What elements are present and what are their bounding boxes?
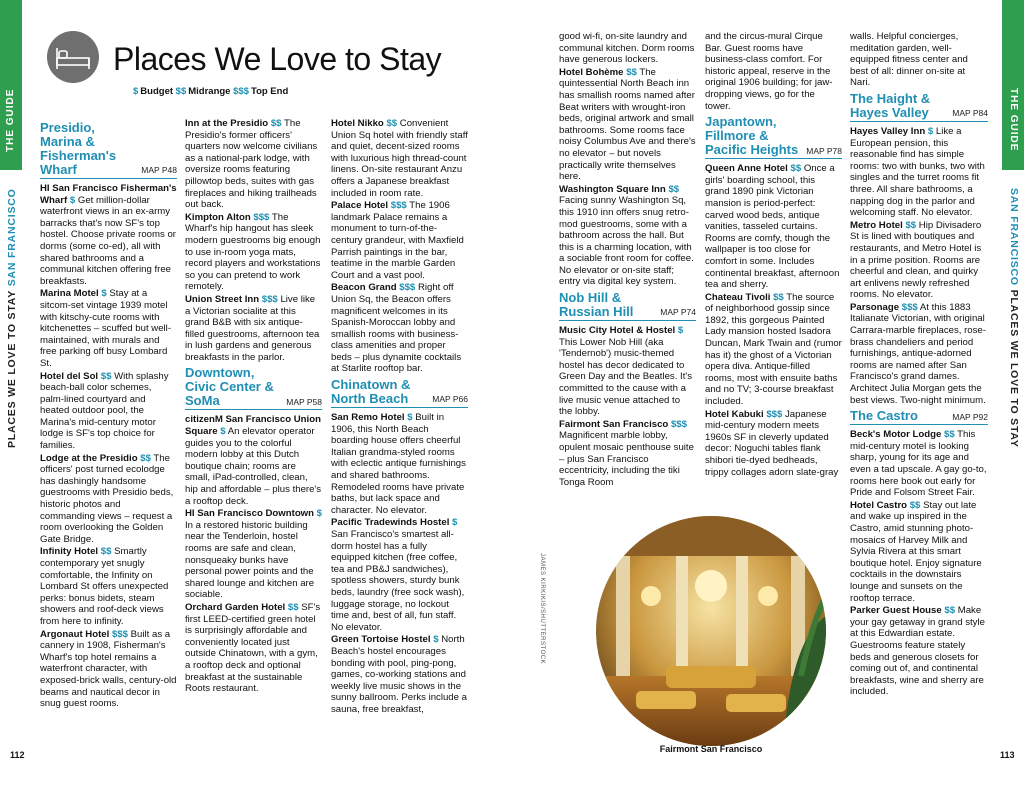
price-tier: $$	[773, 291, 784, 303]
continued-text: walls. Helpful concierges, meditation garden, well-equipped fitness center and best of all: dinner on-site at Nari.	[850, 31, 968, 89]
hotel-name: Pacific Tradewinds Hostel	[331, 517, 450, 529]
legend-symbol: $	[133, 86, 139, 97]
listing-entry	[185, 212, 322, 293]
listing-entry	[40, 288, 177, 369]
price-tier: $	[101, 288, 107, 300]
listing-description: SF's first LEED-certified green hotel is surprisingly affordable and conveniently located just outside Chinatown, with a gym, a rooftop deck and optional breakfast at the sustainable Roots restaurant.	[185, 601, 321, 695]
price-tier: $$$	[111, 628, 128, 640]
listing-entry	[331, 634, 468, 715]
hotel-name: Hotel Nikko	[331, 118, 384, 129]
listing-description: At this 1883 Italianate Victorian, with original Carrara-marble fireplaces, rose-brass chandeliers and period furnishings, antique-adorned rooms are named after San Francisco's grand dames. Architect Julia Morgan gets the best views. Two-night minimum.	[850, 301, 986, 406]
listing-entry	[331, 282, 468, 375]
hotel-name: HI San Francisco Downtown	[185, 508, 314, 520]
price-tier: $$	[943, 429, 955, 441]
listing-description: Once a girls' boarding school, this grand 1890 pink Victorian mansion is period-perfect: carved wood beds, antique vanities, tasseled curtains. Rooms are comfy, though the wallpaper is too close for comfort in some. Includes continental breakfast, afternoon tea and sherry.	[705, 163, 840, 291]
listing-entry	[40, 629, 177, 710]
column-2	[185, 118, 322, 696]
page-number-left: 112	[10, 750, 25, 760]
listing-entry	[331, 517, 468, 633]
section-title: Presidio, Marina & Fisherman's Wharf	[40, 120, 117, 177]
price-tier: $$$	[670, 418, 687, 430]
price-tier: $$$	[901, 301, 918, 313]
hotel-name: Music City Hotel & Hostel	[559, 325, 676, 337]
listing-description: San Francisco's smartest all-dorm hostel has a fully equipped kitchen (free coffee, tea and PB&J sandwiches), spotless showers, sturdy bunk beds, laundry (free sock wash), luggage storage, no lockout time and, best of all, fun staff. No elevator.	[331, 529, 465, 633]
listing-description: Facing sunny Washington Sq, this 1910 inn offers snug retro-mod guestrooms, some with a bathroom across the hall. But this is a charming location, with a sociable front room for coffee. No elevator or on-site staff; entry via digital key system.	[559, 195, 694, 288]
price-tier: $$	[287, 601, 299, 613]
column-5	[705, 31, 842, 479]
price-tier: $$	[270, 118, 282, 129]
left-running-head-accent: SAN FRANCISCO	[6, 188, 18, 286]
listing-entry	[185, 414, 322, 507]
hotel-name: Washington Square Inn	[559, 183, 666, 195]
listing-description: Like a European pension, this reasonable find has simple rooms: two with bunks, two with singles and the turret rooms fit three. All share bathrooms, a napping dog in the parlor and welcoming staff. No elevator.	[850, 125, 985, 219]
hotel-name: Hotel Kabuki	[705, 408, 764, 420]
listing-entry	[559, 419, 696, 489]
listing-description: Smartly contemporary yet snugly comfortable, the Infinity on Lombard St offers unexpected perks: bonus bidets, steam showers and roof-deck views from here to infinity.	[40, 546, 169, 627]
listing-description: The officers' post turned ecolodge has dashingly handsome guestrooms with Presidio beds, historic photos and commanding views – request a room overlooking the Golden Gate Bridge.	[40, 452, 174, 545]
hotel-name: Parsonage	[850, 301, 900, 313]
legend-label: Top End	[250, 86, 289, 97]
price-tier: $	[927, 125, 934, 137]
listing-description: An elevator operator guides you to the colorful modern lobby at this Dutch boutique chain; rooms are small, iPad-controlled, clean, hip and affordable – plus there's a rooftop deck.	[185, 426, 322, 507]
fairmont-lobby-photo	[596, 516, 826, 746]
price-tier: $$	[100, 546, 112, 558]
map-reference: MAP P66	[432, 394, 468, 405]
map-reference: MAP P58	[286, 396, 322, 407]
hotel-name: Parker Guest House	[850, 605, 942, 617]
price-tier: $$	[668, 183, 680, 195]
section-title: The Haight & Hayes Valley	[850, 90, 931, 120]
listing-description: This Lower Nob Hill (aka 'Tendernob') music-themed hostel has decor dedicated to Green Day and the Beatles. It's committed to the cause with a live music venue attached to the lobby.	[559, 336, 693, 418]
section-title: The Castro	[850, 408, 918, 424]
section-heading	[850, 409, 988, 425]
price-tier: $$	[626, 66, 637, 78]
listing-entry	[331, 118, 468, 199]
bed-icon	[47, 31, 99, 83]
price-tier: $$	[905, 219, 917, 231]
map-reference: MAP P84	[952, 108, 988, 119]
left-running-head	[6, 188, 18, 608]
price-tier: $	[69, 194, 76, 206]
right-running-head	[1008, 188, 1020, 608]
hotel-name: Lodge at the Presidio	[40, 452, 138, 464]
listing-entry	[40, 546, 177, 627]
hotel-name: Fairmont San Francisco	[559, 418, 669, 430]
price-tier: $$$	[261, 293, 278, 305]
listing-description: Live like a Victorian socialite at this grand B&B with six antique-filled guestrooms, afternoon tea in lush gardens and generous breakfasts in the parlor.	[185, 293, 320, 363]
hotel-name: Chateau Tivoli	[705, 291, 771, 303]
listing-description: Stay at a sitcom-set vintage 1939 motel with kitschy-cute rooms with kitchenettes – scuffed but well-maintained, with murals and free parking off busy Lombard St.	[40, 288, 172, 369]
listing-entry	[850, 500, 988, 604]
listing-entry	[850, 220, 988, 301]
column-4	[559, 31, 696, 489]
listing-entry	[850, 302, 988, 406]
section-title: Japantown, Fillmore & Pacific Heights	[705, 114, 799, 158]
legend-label: Midrange	[188, 86, 231, 97]
right-guide-label: THE GUIDE	[1008, 88, 1019, 152]
continued-text: and the circus-mural Cirque Bar. Guest rooms have business-class comfort. For historic appeal, reserve in the original 1906 building; for jaw-dropping views, go for the tower.	[705, 31, 833, 112]
price-tier: $	[407, 412, 413, 424]
hotel-name: Kimpton Alton	[185, 211, 251, 223]
listing-description: The source of neighborhood gossip since 1892, this gorgeous Painted Lady mansion hosted Isadora Duncan, Mark Twain and (rumor has it) the ghost of a Victorian opera diva. Antique-filled rooms, most with ensuite baths and no TV; 3-course breakfast included.	[705, 291, 842, 408]
listing-entry	[850, 605, 988, 698]
hotel-name: Green Tortoise Hostel	[331, 634, 431, 646]
price-tier: $$	[909, 499, 921, 511]
price-tier: $	[316, 508, 323, 520]
listing-entry	[185, 602, 322, 695]
legend-label: Budget	[140, 86, 174, 97]
listing-description: The 1906 landmark Palace remains a monument to turn-of-the-century grandeur, with Maxfield Parrish paintings in the bar, teatime in the marble Garden Court and a vast pool.	[331, 200, 464, 281]
column-3	[331, 118, 468, 717]
listing-entry	[705, 409, 842, 479]
section-heading	[850, 92, 988, 122]
listing-description: Stay out late and wake up inspired in the Castro, amid stunning photo-mosaics of Harvey Milk and Sylvia Rivera at this smart boutique hotel. Enjoy signature cocktails in the downstairs lounge and sunsets on the rooftop terrace.	[850, 499, 982, 604]
hotel-name: Palace Hotel	[331, 200, 389, 212]
hotel-name: Beacon Grand	[331, 282, 397, 294]
listing-entry	[850, 126, 988, 219]
hotel-name: Metro Hotel	[850, 219, 903, 231]
page-number-right: 113	[1000, 750, 1015, 760]
hotel-name: Queen Anne Hotel	[705, 163, 788, 175]
listing-description: Japanese mid-century modern meets 1960s SF in cleverly updated decor: Noguchi tables flank shibori tie-dyed bedheads, trippy collages adorn slate-gray	[705, 408, 839, 478]
section-heading	[559, 291, 696, 321]
listing-description: This mid-century motel is looking sharp, young for its age and even a tad upscale. A gay go-to, rooms here book out early for Pride and Folsom Street Fair.	[850, 429, 987, 499]
right-running-head-accent: SAN FRANCISCO	[1008, 188, 1020, 286]
price-tier: $	[433, 634, 439, 646]
listing-entry	[559, 325, 696, 418]
map-reference: MAP P74	[660, 307, 696, 318]
listing-description: Hip Divisadero St is lined with boutiques and restaurants, and Metro Hotel is in a prime position. Rooms are cheerful and clean, and quirky art enlivens newly refreshed rooms. No elevator.	[850, 219, 982, 301]
listing-entry	[331, 412, 468, 516]
listing-description: Right off Union Sq, the Beacon offers magnificent welcomes in its Spanish-Moroccan lobby and smallish rooms with business-class amenities and proper beds – plus dynamite cocktails at Starlite rooftop bar.	[331, 282, 462, 375]
price-tier: $$	[790, 163, 802, 175]
price-tier: $$$	[399, 282, 416, 294]
price-tier: $$$	[253, 211, 270, 223]
hotel-name: Argonaut Hotel	[40, 628, 110, 640]
price-tier: $	[677, 325, 684, 337]
listing-description: With splashy beach-ball color schemes, palm-lined courtyard and heated outdoor pool, the Marina's mid-century motor lodge is SF's top choice for families.	[40, 370, 169, 452]
price-tier: $$	[386, 118, 398, 129]
listing-description: Convenient Union Sq hotel with friendly staff and quiet, decent-sized rooms with luxurious high thread-count linens. On-site restaurant Anzu offers a Japanese breakfast included in room rate.	[331, 118, 468, 199]
listing-entry	[40, 453, 177, 546]
price-tier: $	[452, 517, 458, 529]
continued-text: good wi-fi, on-site laundry and communal kitchen. Dorm rooms have generous lockers.	[559, 31, 695, 66]
price-tier: $$	[944, 605, 956, 617]
hotel-name: Hotel Castro	[850, 499, 908, 511]
hotel-name: Marina Motel	[40, 288, 99, 300]
hotel-name: citizenM San Francisco Union Square	[185, 414, 321, 438]
hotel-name: Hayes Valley Inn	[850, 125, 926, 137]
map-reference: MAP P78	[806, 145, 842, 156]
listing-description: Built in 1906, this North Beach boarding house offers cheerful Italian grandma-styled rooms with eclectic antique furnishings and shared bathrooms. Remodeled rooms have private baths, but lack space and character. No elevator.	[331, 412, 466, 516]
hotel-name: Union Street Inn	[185, 293, 260, 305]
price-tier: $$	[100, 370, 112, 382]
section-title: Chinatown & North Beach	[331, 377, 411, 407]
left-guide-label: THE GUIDE	[5, 88, 16, 152]
listing-entry	[40, 183, 177, 287]
map-reference: MAP P48	[141, 165, 177, 176]
photo-caption: Fairmont San Francisco	[659, 744, 763, 754]
listing-description: Built as a cannery in 1908, Fisherman's Wharf's top hotel remains a waterfront character, with exposed-brick walls, century-old beams and nautical decor in snug guest rooms.	[40, 628, 177, 710]
hotel-name: Infinity Hotel	[40, 546, 99, 558]
map-reference: MAP P92	[952, 411, 988, 422]
listing-entry	[40, 371, 177, 452]
legend-symbol: $$	[175, 86, 187, 97]
listing-entry	[705, 292, 842, 408]
column-6	[850, 31, 988, 699]
listing-description: North Beach's hostel encourages bonding with pool, ping-pong, games, co-working stations and weekly live music shows in the sunny ballroom. Perks include a sauna, free breakfast,	[331, 634, 467, 715]
hotel-name: Orchard Garden Hotel	[185, 601, 286, 613]
section-title: Downtown, Civic Center & SoMa	[185, 365, 274, 409]
section-heading	[40, 121, 177, 179]
price-tier: $$$	[390, 200, 407, 212]
listing-description: Get million-dollar waterfront views in an ex-army barracks that's now SF's top hostel. Choose private rooms or dorms (some co-ed), all with shared bathrooms and a communal kitchen offering free breakfasts.	[40, 194, 176, 287]
hotel-name: Hotel Bohème	[559, 66, 624, 78]
section-heading	[331, 378, 468, 408]
listing-entry	[559, 67, 696, 183]
right-running-head-plain: PLACES WE LOVE TO STAY	[1008, 289, 1020, 448]
legend-symbol: $$$	[233, 86, 249, 97]
hotel-name: Beck's Motor Lodge	[850, 429, 942, 441]
listing-entry	[559, 184, 696, 288]
listing-description: The Presidio's former officers' quarters now welcome civilians as a national-park lodge, with oversize rooms featuring pillowtop beds, suites with gas fireplaces and hiking trailheads out back.	[185, 118, 318, 211]
hotel-name: HI San Francisco Fisherman's Wharf	[40, 183, 177, 206]
listing-entry	[331, 200, 468, 281]
listing-entry	[850, 429, 988, 499]
photo-credit: JAMES KIRKIKIS/SHUTTERSTOCK	[539, 553, 545, 665]
hotel-name: San Remo Hotel	[331, 412, 405, 424]
listing-description: The quintessential North Beach inn has smallish rooms named after Beat writers with wrought-iron beds, original artwork and small bathrooms. Some rooms face noisy Columbus Ave and there's no elevator – but novels practically write themselves here.	[559, 66, 696, 183]
listing-entry	[705, 163, 842, 291]
page-title: Places We Love to Stay	[113, 41, 442, 77]
price-tier: $	[220, 426, 226, 438]
listing-entry	[185, 118, 322, 211]
listing-entry	[185, 508, 322, 601]
listing-description: In a restored historic building near the Tenderloin, hostel rooms are safe and clean, nonsqueaky bunks have personal power points and the shared lounge and kitchen are sociable.	[185, 519, 315, 601]
hotel-name: Hotel del Sol	[40, 370, 99, 382]
section-heading	[705, 115, 842, 159]
price-tier: $$	[140, 452, 151, 464]
column-1	[40, 118, 177, 711]
section-heading	[185, 366, 322, 410]
left-running-head-plain: PLACES WE LOVE TO STAY	[6, 289, 18, 448]
section-title: Nob Hill & Russian Hill	[559, 290, 634, 320]
listing-entry	[185, 294, 322, 364]
listing-description: Magnificent marble lobby, opulent mosaic penthouse suite – plus San Francisco eccentricity, including the tiki Tonga Room	[559, 430, 694, 488]
price-tier: $$$	[766, 408, 783, 420]
hotel-name: Inn at the Presidio	[185, 118, 269, 129]
price-legend	[133, 86, 288, 97]
listing-description: Make your gay getaway in grand style at this Edwardian estate. Guestrooms feature stately beds and generous closets for coming out of, and continental breakfasts, wine and sherry are included.	[850, 605, 985, 698]
listing-description: The Wharf's hip hangout has sleek modern guestrooms big enough to use in-room yoga mats, record players and workstations so you can pretend to work remotely.	[185, 211, 321, 293]
